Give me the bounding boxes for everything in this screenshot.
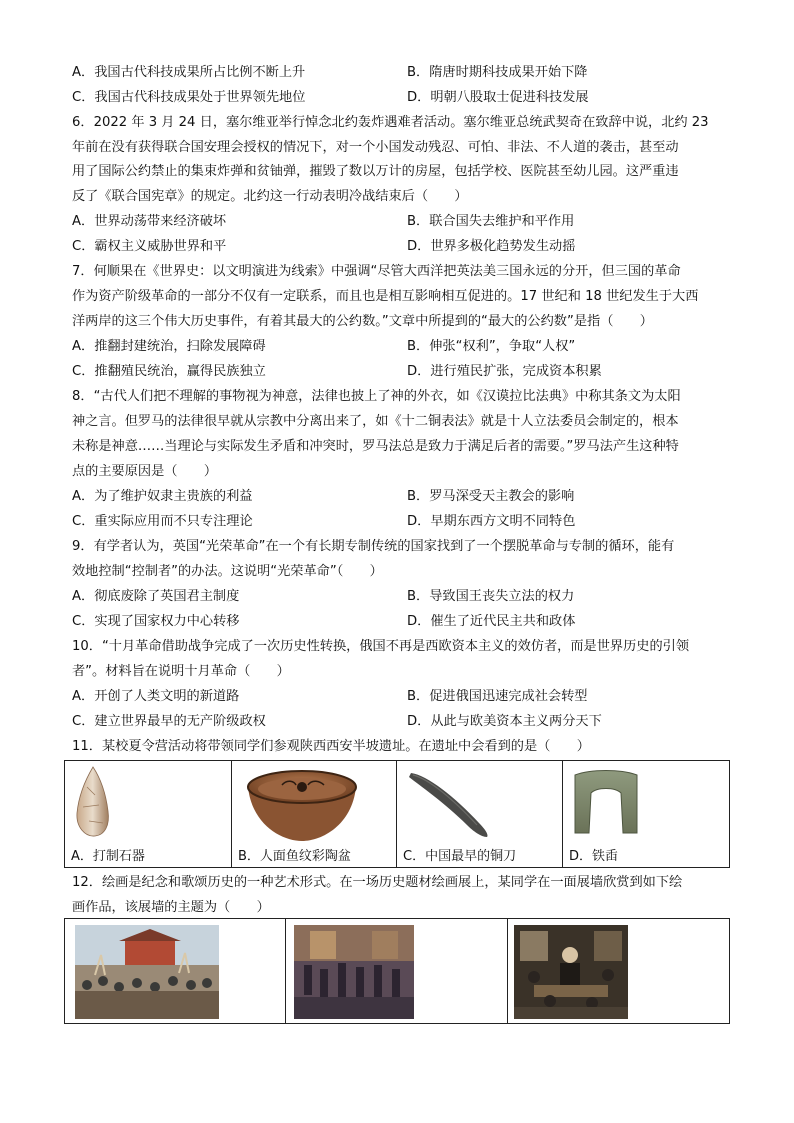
q12-painting-table — [64, 918, 730, 1024]
q11-caption-b: B．人面鱼纹彩陶盆 — [238, 849, 351, 864]
q8-stem-line1: 8．“古代人们把不理解的事物视为神意，法律也披上了神的外衣，如《汉谟拉比法典》中称其条文为太阳 — [72, 389, 681, 404]
q11-cell-c — [397, 761, 563, 867]
q6-stem-line1: 6．2022 年 3 月 24 日，塞尔维亚举行悼念北约轰炸遇难者活动。塞尔维亚总统武契奇在致辞中说，北约 23 — [72, 115, 709, 130]
q5-option-c: C．我国古代科技成果处于世界领先地位 — [72, 90, 306, 105]
q5-option-a: A．我国古代科技成果所占比例不断上升 — [72, 65, 306, 80]
q9-option-a: A．彻底废除了英国君主制度 — [72, 589, 240, 604]
q7-option-c: C．推翻殖民统治，赢得民族独立 — [72, 364, 266, 379]
stone-tool-image — [73, 765, 113, 839]
q7-option-b: B．伸张“权利”，争取“人权” — [407, 339, 576, 354]
q12-cell-2 — [286, 919, 508, 1023]
q7-stem-line1: 7．何顺果在《世界史：以文明演进为线索》中强调“尽管大西洋把英法美三国永远的分开，但三国的革命 — [72, 264, 681, 279]
q7-stem-line2: 作为资产阶级革命的一部分不仅有一定联系，而且也是相互影响相互促进的。17 世纪和 18 世纪发生于大西 — [72, 289, 699, 304]
q8-option-b: B．罗马深受天主教会的影响 — [407, 489, 575, 504]
q8-stem-line2: 神之言。但罗马的法律很早就从宗教中分离出来了，如《十二铜表法》就是十人立法委员会制定的，根本 — [72, 414, 679, 429]
q6-option-c: C．霸权主义威胁世界和平 — [72, 239, 227, 254]
q6-option-b: B．联合国失去维护和平作用 — [407, 214, 575, 229]
q6-option-a: A．世界动荡带来经济破坏 — [72, 214, 227, 229]
q5-option-b: B．隋唐时期科技成果开始下降 — [407, 65, 588, 80]
q7-stem-line3: 洋两岸的这三个伟大历史事件，有着其最大的公约数。”文章中所提到的“最大的公约数”是指（ ） — [72, 314, 653, 329]
q9-option-c: C．实现了国家权力中心转移 — [72, 614, 240, 629]
q11-stem-line1: 11．某校夏令营活动将带领同学们参观陕西西安半坡遗址。在遗址中会看到的是（ ） — [72, 739, 590, 754]
q9-option-d: D．催生了近代民主共和政体 — [407, 614, 576, 629]
q8-stem-line3: 未称是神意……当理论与实际发生矛盾和冲突时，罗马法总是致力于满足后者的需要。”罗马法产生这种特 — [72, 439, 679, 454]
painted-pottery-basin-image — [242, 765, 362, 845]
q7-option-a: A．推翻封建统治，扫除发展障碍 — [72, 339, 266, 354]
q8-option-c: C．重实际应用而不只专注理论 — [72, 514, 253, 529]
q8-option-d: D．早期东西方文明不同特色 — [407, 514, 576, 529]
iron-spade-image — [571, 767, 641, 839]
q10-option-b: B．促进俄国迅速完成社会转型 — [407, 689, 588, 704]
bronze-knife-image — [405, 767, 505, 841]
q6-stem-line4: 反了《联合国宪章》的规定。北约这一行动表明冷战结束后（ ） — [72, 189, 468, 204]
q12-stem-line2: 画作品，该展墙的主题为（ ） — [72, 900, 270, 915]
q8-stem-line4: 点的主要原因是（ ） — [72, 464, 218, 479]
q6-stem-line3: 用了国际公约禁止的集束炸弹和贫铀弹，摧毁了数以万计的房屋，包括学校、医院甚至幼儿园。这严重违 — [72, 164, 679, 179]
q6-stem-line2: 年前在没有获得联合国安理会授权的情况下，对一个小国发动残忍、可怕、非法、不人道的袭击，甚至动 — [72, 140, 679, 155]
q11-caption-a: A．打制石器 — [71, 849, 145, 864]
q10-option-a: A．开创了人类文明的新道路 — [72, 689, 240, 704]
q6-option-d: D．世界多极化趋势发生动摇 — [407, 239, 576, 254]
painting-crowd-gate-image — [75, 925, 219, 1019]
q12-cell-1 — [65, 919, 286, 1023]
q11-cell-d — [563, 761, 731, 867]
q5-option-d: D．明朝八股取士促进科技发展 — [407, 90, 589, 105]
q10-option-c: C．建立世界最早的无产阶级政权 — [72, 714, 266, 729]
q9-stem-line1: 9．有学者认为，英国“光荣革命”在一个有长期专制传统的国家找到了一个摆脱革命与专制的循环，能有 — [72, 539, 675, 554]
q7-option-d: D．进行殖民扩张，完成资本积累 — [407, 364, 602, 379]
q10-stem-line2: 者”。材料旨在说明十月革命（ ） — [72, 664, 290, 679]
q11-cell-b — [232, 761, 397, 867]
q9-option-b: B．导致国王丧失立法的权力 — [407, 589, 575, 604]
painting-interior-meeting-image — [514, 925, 628, 1019]
q10-stem-line1: 10．“十月革命借助战争完成了一次历史性转换，俄国不再是西欧资本主义的效仿者，而是世界历史的引领 — [72, 639, 690, 654]
q12-cell-3 — [508, 919, 731, 1023]
q9-stem-line2: 效地控制“控制者”的办法。这说明“光荣革命”（ ） — [72, 564, 383, 579]
painting-assembly-image — [294, 925, 414, 1019]
q11-cell-a — [65, 761, 232, 867]
q11-option-table — [64, 760, 730, 868]
q11-caption-d: D．铁臿 — [569, 849, 619, 864]
q10-option-d: D．从此与欧美资本主义两分天下 — [407, 714, 602, 729]
q12-stem-line1: 12．绘画是纪念和歌颂历史的一种艺术形式。在一场历史题材绘画展上，某同学在一面展墙欣赏到如下绘 — [72, 875, 683, 890]
q8-option-a: A．为了维护奴隶主贵族的利益 — [72, 489, 253, 504]
q11-caption-c: C．中国最早的铜刀 — [403, 849, 517, 864]
